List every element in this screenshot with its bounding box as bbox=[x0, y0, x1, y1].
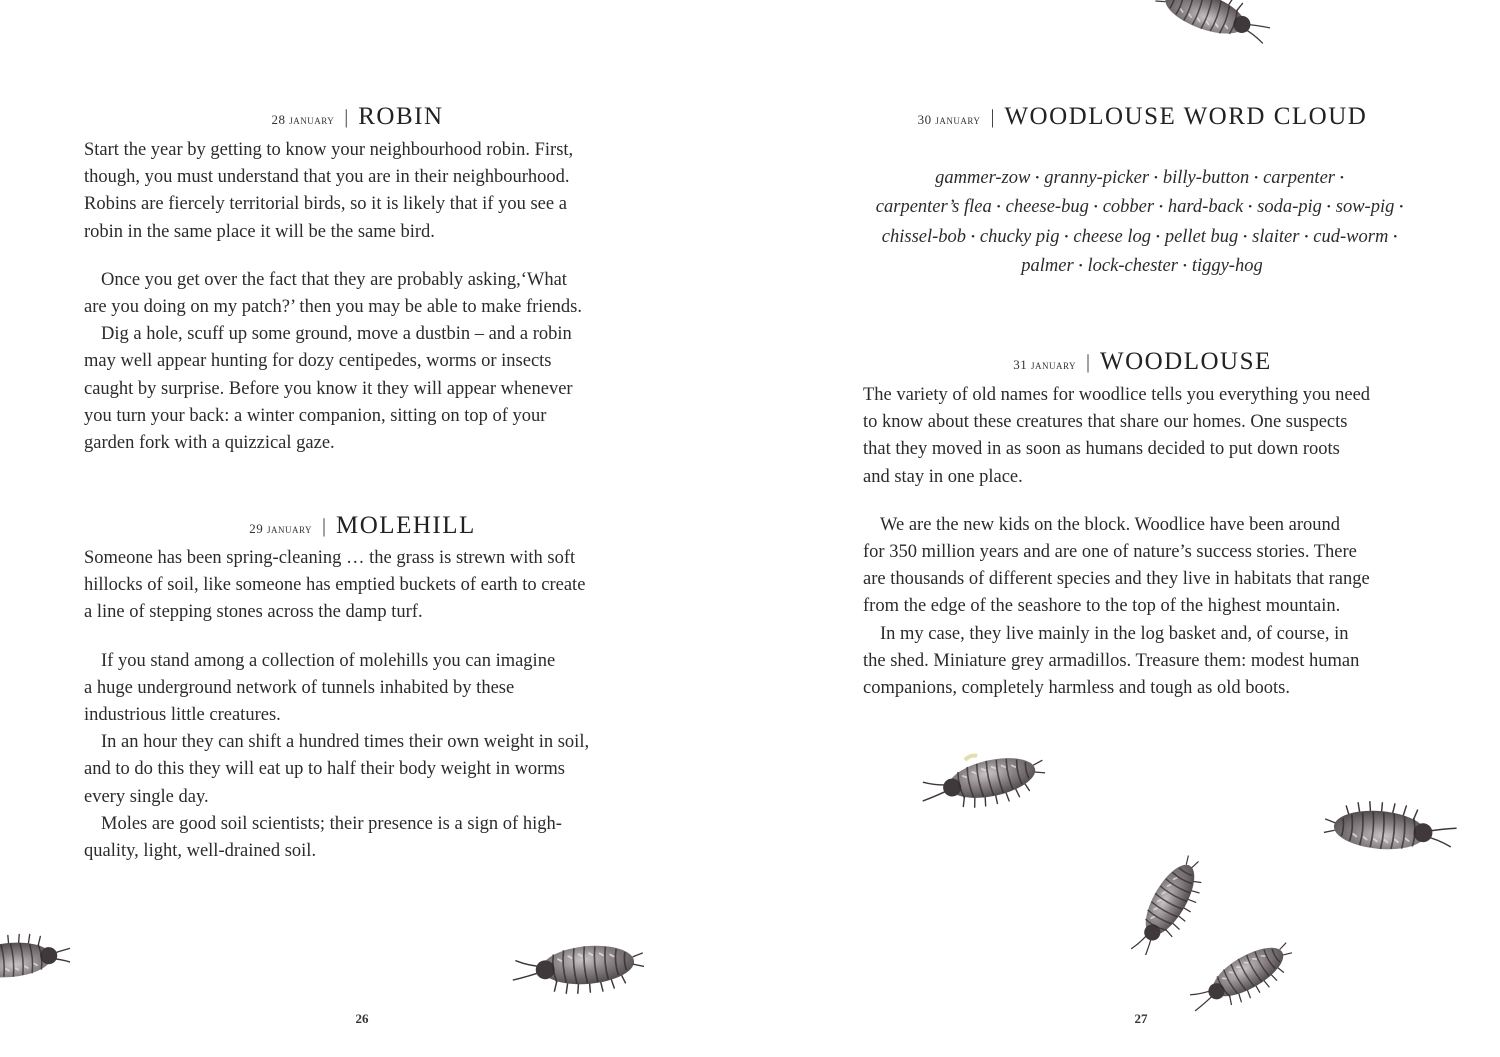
woodlouse-name: chissel-bob bbox=[881, 226, 967, 247]
text-line: you turn your back: a winter companion, sitting on top of your bbox=[84, 405, 547, 426]
text-line: every single day. bbox=[84, 786, 209, 807]
separator-bar: | bbox=[344, 106, 349, 128]
bullet-separator: • bbox=[1093, 201, 1098, 214]
woodlouse-name: hard-back bbox=[1167, 197, 1244, 218]
text-line: We are the new kids on the block. Woodlice have been around bbox=[880, 514, 1341, 535]
woodlouse-illustration bbox=[0, 920, 70, 1000]
bullet-separator: • bbox=[1155, 230, 1160, 243]
word-cloud-line bbox=[842, 164, 1442, 193]
bullet-separator: • bbox=[1326, 201, 1331, 214]
text-line: a huge underground network of tunnels inhabited by these bbox=[84, 677, 515, 698]
woodlouse-name: slaiter bbox=[1252, 226, 1300, 247]
text-line: If you stand among a collection of molehills you can imagine bbox=[101, 650, 556, 671]
text-line: may well appear hunting for dozy centipedes, worms or insects bbox=[84, 351, 552, 372]
word-cloud-line bbox=[842, 252, 1442, 281]
woodlouse-name: soda-pig bbox=[1257, 197, 1322, 218]
text-line: Once you get over the fact that they are probably asking,‘What bbox=[101, 269, 567, 290]
text-line: Someone has been spring-cleaning … the grass is strewn with soft bbox=[84, 548, 576, 568]
text-line: a line of stepping stones across the damp turf. bbox=[84, 602, 423, 623]
separator-bar: | bbox=[322, 515, 327, 537]
text-line: companions, completely harmless and tough as old boots. bbox=[863, 678, 1290, 699]
entry-title: WOODLOUSE WORD CLOUD bbox=[1004, 103, 1368, 130]
text-line: robin in the same place it will be the same bird. bbox=[84, 221, 435, 242]
woodlouse-name: chucky pig bbox=[979, 226, 1060, 247]
paragraph bbox=[863, 512, 1370, 621]
entry-date: 31 january bbox=[1013, 357, 1076, 372]
text-line: and to do this they will eat up to half their body weight in worms bbox=[84, 759, 565, 780]
entry-header-word-cloud bbox=[750, 104, 1500, 129]
paragraph bbox=[84, 729, 589, 811]
text-line: In my case, they live mainly in the log basket and, of course, in bbox=[880, 623, 1349, 644]
woodlouse-illustration bbox=[1150, 0, 1270, 60]
paragraph bbox=[863, 382, 1370, 491]
entry-body-robin bbox=[84, 137, 582, 457]
text-line: Robins are fiercely territorial birds, so it is likely that if you see a bbox=[84, 194, 567, 215]
woodlouse-name: cheese log bbox=[1073, 226, 1151, 247]
bullet-separator: • bbox=[1243, 230, 1248, 243]
woodlouse-name: cud-worm bbox=[1313, 226, 1389, 247]
text-line: In an hour they can shift a hundred times their own weight in soil, bbox=[101, 732, 590, 753]
text-line: garden fork with a quizzical gaze. bbox=[84, 433, 335, 454]
paragraph bbox=[84, 648, 589, 730]
woodlouse-name: granny-picker bbox=[1044, 168, 1150, 188]
text-line: hillocks of soil, like someone has emptied buckets of earth to create bbox=[84, 575, 586, 596]
text-line: caught by surprise. Before you know it they will appear whenever bbox=[84, 378, 573, 399]
entry-body-molehill bbox=[84, 545, 589, 865]
woodlouse-name: gammer-zow bbox=[935, 168, 1031, 188]
woodlouse-name: pellet bug bbox=[1164, 226, 1239, 247]
woodlouse-name: carpenter bbox=[1263, 168, 1335, 188]
bullet-separator: • bbox=[1399, 201, 1404, 214]
woodlouse-illustration bbox=[900, 730, 1060, 830]
bullet-separator: • bbox=[1393, 230, 1398, 243]
text-line: the shed. Miniature grey armadillos. Treasure them: modest human bbox=[863, 650, 1360, 671]
paragraph bbox=[84, 321, 582, 457]
entry-date: 28 january bbox=[271, 112, 335, 127]
woodlouse-name: palmer bbox=[1021, 255, 1074, 276]
text-line: to know about these creatures that share our homes. One suspects bbox=[863, 412, 1348, 433]
bullet-separator: • bbox=[1254, 172, 1259, 184]
text-line: are you doing on my patch?’ then you may be able to make friends. bbox=[84, 297, 582, 318]
separator-bar: | bbox=[990, 106, 995, 128]
entry-date: 29 january bbox=[249, 521, 312, 536]
text-line: and stay in one place. bbox=[863, 466, 1023, 487]
woodlouse-word-cloud bbox=[842, 164, 1442, 281]
page-number: 26 bbox=[355, 1011, 369, 1026]
bullet-separator: • bbox=[1078, 259, 1083, 272]
word-cloud-line bbox=[842, 193, 1442, 222]
text-line: that they moved in as soon as humans decided to put down roots bbox=[863, 439, 1340, 460]
text-line: are thousands of different species and they live in habitats that range bbox=[863, 569, 1370, 590]
bullet-separator: • bbox=[971, 230, 975, 243]
text-line: Start the year by getting to know your neighbourhood robin. First, bbox=[84, 140, 574, 160]
text-line: Dig a hole, scuff up some ground, move a dustbin – and a robin bbox=[101, 324, 572, 345]
entry-title: ROBIN bbox=[358, 103, 444, 130]
page-number: 27 bbox=[1134, 1011, 1148, 1026]
separator-bar: | bbox=[1085, 351, 1090, 373]
woodlouse-name: carpenter’s flea bbox=[875, 197, 992, 218]
entry-header-molehill bbox=[0, 513, 725, 538]
paragraph bbox=[84, 811, 589, 865]
woodlouse-name: lock-chester bbox=[1087, 255, 1178, 276]
bullet-separator: • bbox=[996, 201, 1001, 214]
paragraph bbox=[84, 545, 589, 627]
text-line: industrious little creatures. bbox=[84, 705, 281, 726]
bullet-separator: • bbox=[1064, 230, 1069, 243]
paragraph bbox=[84, 267, 582, 321]
entry-title: MOLEHILL bbox=[336, 512, 476, 539]
bullet-separator: • bbox=[1182, 259, 1187, 272]
woodlouse-name: tiggy-hog bbox=[1191, 255, 1263, 276]
entry-header-woodlouse bbox=[750, 349, 1500, 374]
text-line: though, you must understand that you are in their neighbourhood. bbox=[84, 167, 570, 188]
text-line: The variety of old names for woodlice tells you everything you need bbox=[863, 385, 1371, 405]
text-line: for 350 million years and are one of nature’s success stories. There bbox=[863, 542, 1357, 563]
woodlouse-name: billy-button bbox=[1162, 168, 1250, 188]
woodlouse-illustration bbox=[1190, 920, 1310, 1020]
entry-date: 30 january bbox=[917, 112, 981, 127]
paragraph bbox=[863, 621, 1370, 703]
bullet-separator: • bbox=[1035, 172, 1040, 184]
bullet-separator: • bbox=[1304, 230, 1309, 243]
woodlouse-name: cheese-bug bbox=[1005, 197, 1089, 218]
bullet-separator: • bbox=[1159, 201, 1163, 214]
word-cloud-line bbox=[842, 223, 1442, 252]
entry-header-robin bbox=[0, 104, 715, 129]
woodlouse-illustration bbox=[500, 920, 660, 1020]
woodlouse-name: cobber bbox=[1102, 197, 1155, 218]
text-line: from the edge of the seashore to the top of the highest mountain. bbox=[863, 596, 1341, 617]
woodlouse-illustration bbox=[1300, 780, 1470, 890]
text-line: quality, light, well-drained soil. bbox=[84, 841, 317, 862]
entry-body-woodlouse bbox=[863, 382, 1370, 702]
bullet-separator: • bbox=[1340, 172, 1344, 184]
entry-title: WOODLOUSE bbox=[1099, 348, 1272, 375]
bullet-separator: • bbox=[1154, 172, 1158, 184]
paragraph bbox=[84, 137, 582, 246]
woodlouse-name: sow-pig bbox=[1335, 197, 1395, 218]
text-line: Moles are good soil scientists; their presence is a sign of high- bbox=[101, 813, 562, 834]
bullet-separator: • bbox=[1248, 201, 1253, 214]
